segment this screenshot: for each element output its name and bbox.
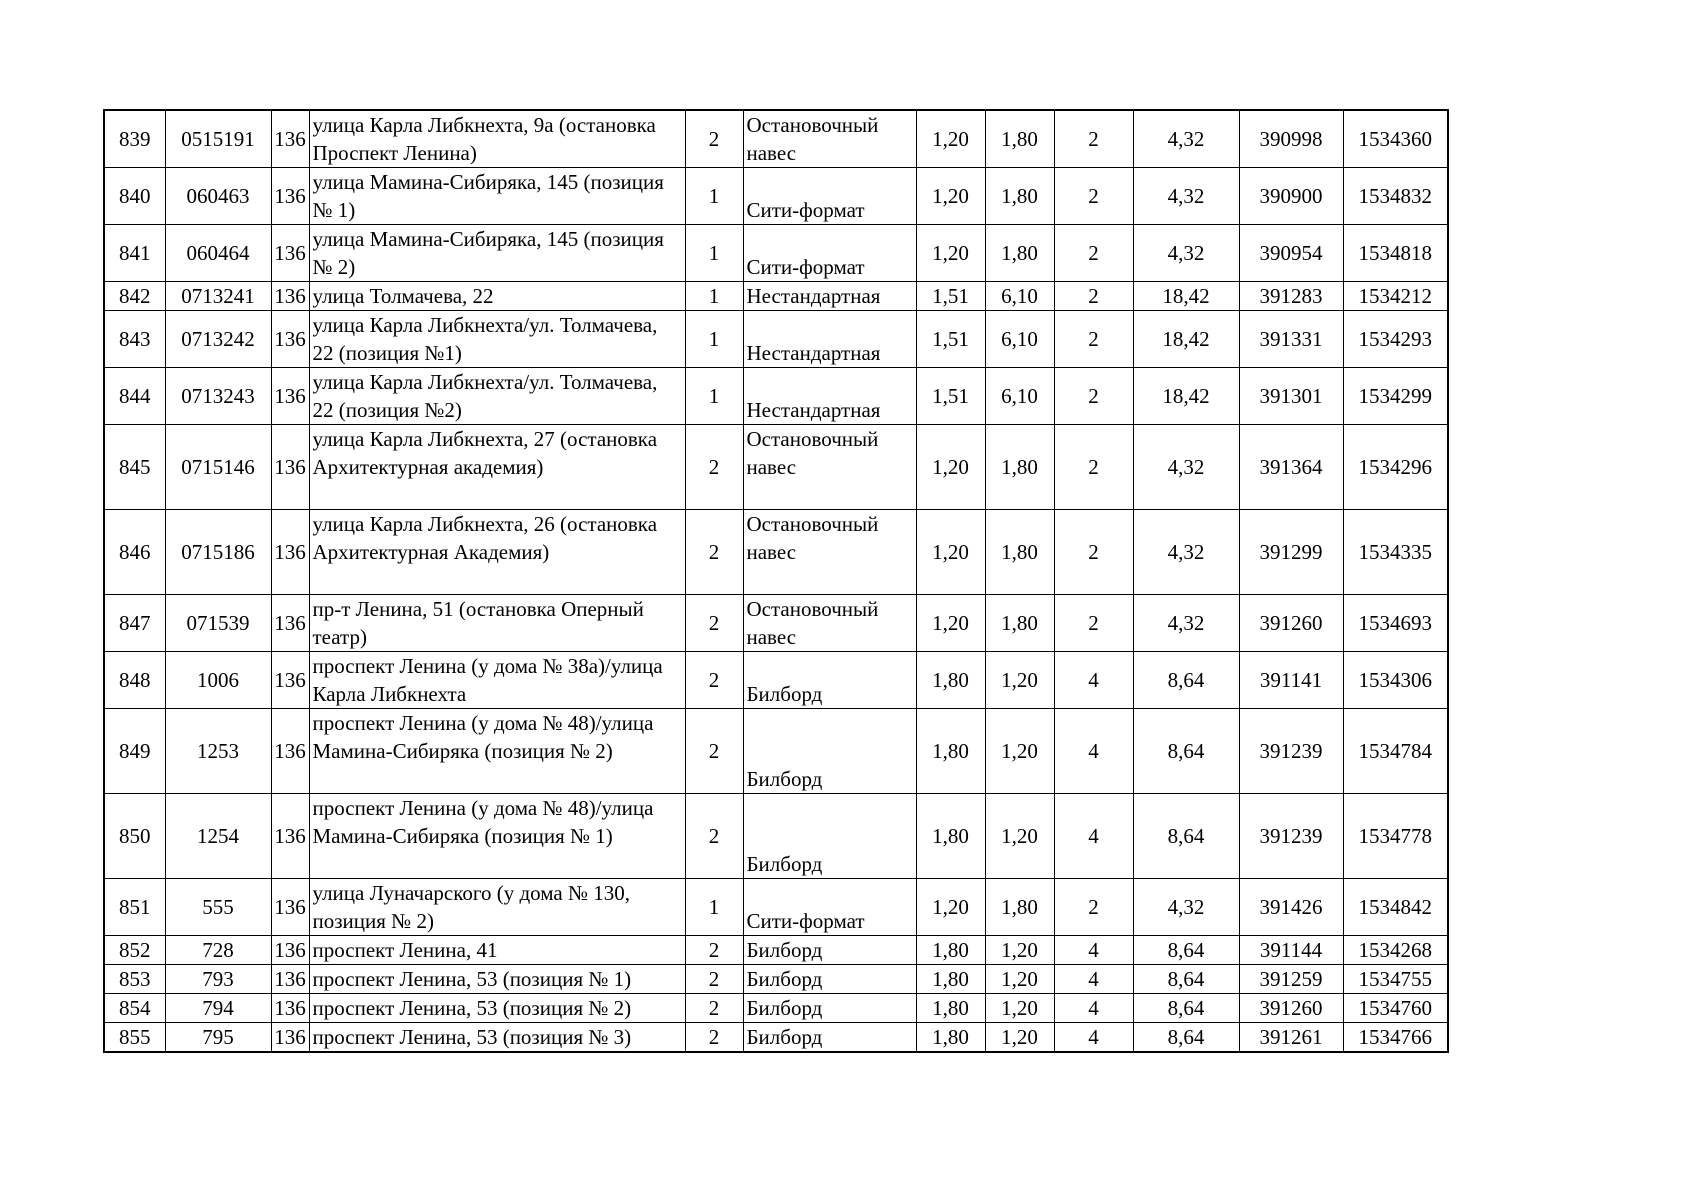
sides-count-cell: 2 [685, 936, 743, 965]
coordinate-x-cell: 391144 [1239, 936, 1343, 965]
table-row [104, 168, 1448, 225]
advertising-structures-table [103, 109, 1449, 1053]
coordinate-x-cell: 391283 [1239, 282, 1343, 311]
structure-id-cell: 793 [165, 965, 271, 994]
area-cell: 4,32 [1133, 595, 1239, 652]
address-cell: улица Толмачева, 22 [309, 282, 685, 311]
structure-type-cell: Сити-формат [743, 879, 916, 936]
height-cell: 1,20 [985, 994, 1054, 1023]
table-row [104, 368, 1448, 425]
structure-type-cell: Билборд [743, 709, 916, 794]
structure-id-cell: 1253 [165, 709, 271, 794]
row-number-cell: 849 [104, 709, 165, 794]
row-number-cell: 850 [104, 794, 165, 879]
table-row [104, 510, 1448, 595]
coordinate-x-cell: 391299 [1239, 510, 1343, 595]
height-cell: 1,80 [985, 595, 1054, 652]
row-number-cell: 844 [104, 368, 165, 425]
sides-count-cell: 2 [685, 794, 743, 879]
structure-type-cell: Билборд [743, 965, 916, 994]
coordinate-x-cell: 391301 [1239, 368, 1343, 425]
area-cell: 8,64 [1133, 1023, 1239, 1053]
sides-count-cell: 2 [685, 994, 743, 1023]
structure-id-cell: 0715146 [165, 425, 271, 510]
width-cell: 1,80 [916, 794, 985, 879]
area-cell: 8,64 [1133, 965, 1239, 994]
coordinate-x-cell: 390998 [1239, 110, 1343, 168]
width-cell: 1,51 [916, 282, 985, 311]
width-cell: 1,51 [916, 368, 985, 425]
width-cell: 1,80 [916, 709, 985, 794]
district-code-cell: 136 [271, 510, 309, 595]
sides-count-cell: 2 [685, 510, 743, 595]
sides-count-cell: 1 [685, 282, 743, 311]
height-cell: 1,20 [985, 652, 1054, 709]
area-cell: 18,42 [1133, 282, 1239, 311]
width-cell: 1,20 [916, 510, 985, 595]
structure-type-cell: Нестандартная [743, 368, 916, 425]
row-number-cell: 843 [104, 311, 165, 368]
height-cell: 6,10 [985, 311, 1054, 368]
coordinate-x-cell: 391260 [1239, 994, 1343, 1023]
address-cell: проспект Ленина, 41 [309, 936, 685, 965]
coordinate-y-cell: 1534268 [1343, 936, 1448, 965]
width-cell: 1,20 [916, 110, 985, 168]
coordinate-y-cell: 1534335 [1343, 510, 1448, 595]
district-code-cell: 136 [271, 965, 309, 994]
sides-count-cell: 1 [685, 168, 743, 225]
height-cell: 1,80 [985, 168, 1054, 225]
structure-id-cell: 0713241 [165, 282, 271, 311]
row-number-cell: 852 [104, 936, 165, 965]
district-code-cell: 136 [271, 794, 309, 879]
coordinate-y-cell: 1534778 [1343, 794, 1448, 879]
address-cell: проспект Ленина (у дома № 38а)/улица Карла Либкнехта [309, 652, 685, 709]
structure-type-cell: Билборд [743, 936, 916, 965]
coordinate-y-cell: 1534360 [1343, 110, 1448, 168]
width-cell: 1,80 [916, 652, 985, 709]
sides-count-cell: 2 [685, 425, 743, 510]
table-row [104, 652, 1448, 709]
table-row [104, 282, 1448, 311]
coordinate-x-cell: 391426 [1239, 879, 1343, 936]
row-number-cell: 854 [104, 994, 165, 1023]
surface-count-cell: 2 [1054, 595, 1133, 652]
sides-count-cell: 2 [685, 110, 743, 168]
district-code-cell: 136 [271, 879, 309, 936]
area-cell: 4,32 [1133, 425, 1239, 510]
address-cell: улица Карла Либкнехта/ул. Толмачева, 22 (позиция №1) [309, 311, 685, 368]
surface-count-cell: 2 [1054, 368, 1133, 425]
surface-count-cell: 2 [1054, 225, 1133, 282]
row-number-cell: 848 [104, 652, 165, 709]
height-cell: 1,20 [985, 794, 1054, 879]
surface-count-cell: 2 [1054, 879, 1133, 936]
width-cell: 1,80 [916, 965, 985, 994]
structure-type-cell: Билборд [743, 994, 916, 1023]
district-code-cell: 136 [271, 368, 309, 425]
structure-type-cell: Нестандартная [743, 311, 916, 368]
coordinate-x-cell: 391259 [1239, 965, 1343, 994]
address-cell: улица Карла Либкнехта, 26 (остановка Архитектурная Академия) [309, 510, 685, 595]
table-row [104, 879, 1448, 936]
area-cell: 8,64 [1133, 994, 1239, 1023]
coordinate-x-cell: 391331 [1239, 311, 1343, 368]
table-row [104, 225, 1448, 282]
address-cell: проспект Ленина (у дома № 48)/улица Мамина-Сибиряка (позиция № 2) [309, 709, 685, 794]
address-cell: улица Карла Либкнехта, 27 (остановка Архитектурная академия) [309, 425, 685, 510]
height-cell: 1,20 [985, 1023, 1054, 1053]
height-cell: 1,80 [985, 510, 1054, 595]
table-row [104, 1023, 1448, 1053]
height-cell: 6,10 [985, 368, 1054, 425]
structure-id-cell: 795 [165, 1023, 271, 1053]
address-cell: улица Мамина-Сибиряка, 145 (позиция № 2) [309, 225, 685, 282]
table-row [104, 709, 1448, 794]
coordinate-y-cell: 1534818 [1343, 225, 1448, 282]
address-cell: проспект Ленина, 53 (позиция № 2) [309, 994, 685, 1023]
height-cell: 1,80 [985, 225, 1054, 282]
structure-type-cell: Билборд [743, 794, 916, 879]
surface-count-cell: 2 [1054, 425, 1133, 510]
coordinate-y-cell: 1534299 [1343, 368, 1448, 425]
area-cell: 8,64 [1133, 794, 1239, 879]
width-cell: 1,80 [916, 994, 985, 1023]
table-row [104, 936, 1448, 965]
district-code-cell: 136 [271, 652, 309, 709]
sides-count-cell: 2 [685, 709, 743, 794]
district-code-cell: 136 [271, 110, 309, 168]
surface-count-cell: 2 [1054, 168, 1133, 225]
district-code-cell: 136 [271, 595, 309, 652]
row-number-cell: 845 [104, 425, 165, 510]
area-cell: 8,64 [1133, 936, 1239, 965]
width-cell: 1,51 [916, 311, 985, 368]
area-cell: 4,32 [1133, 110, 1239, 168]
area-cell: 4,32 [1133, 879, 1239, 936]
sides-count-cell: 2 [685, 965, 743, 994]
district-code-cell: 136 [271, 311, 309, 368]
district-code-cell: 136 [271, 936, 309, 965]
row-number-cell: 855 [104, 1023, 165, 1053]
structure-id-cell: 794 [165, 994, 271, 1023]
structure-type-cell: Нестандартная [743, 282, 916, 311]
surface-count-cell: 4 [1054, 936, 1133, 965]
surface-count-cell: 4 [1054, 794, 1133, 879]
table-row [104, 311, 1448, 368]
width-cell: 1,20 [916, 225, 985, 282]
address-cell: проспект Ленина, 53 (позиция № 3) [309, 1023, 685, 1053]
height-cell: 1,80 [985, 425, 1054, 510]
area-cell: 4,32 [1133, 168, 1239, 225]
coordinate-x-cell: 391239 [1239, 794, 1343, 879]
row-number-cell: 840 [104, 168, 165, 225]
address-cell: улица Луначарского (у дома № 130, позиция № 2) [309, 879, 685, 936]
table-row [104, 595, 1448, 652]
structure-type-cell: Билборд [743, 1023, 916, 1053]
structure-id-cell: 071539 [165, 595, 271, 652]
area-cell: 18,42 [1133, 368, 1239, 425]
structure-id-cell: 728 [165, 936, 271, 965]
structure-type-cell: Остановочный навес [743, 595, 916, 652]
structure-type-cell: Сити-формат [743, 225, 916, 282]
structure-id-cell: 060463 [165, 168, 271, 225]
sides-count-cell: 1 [685, 879, 743, 936]
structure-id-cell: 0515191 [165, 110, 271, 168]
district-code-cell: 136 [271, 994, 309, 1023]
area-cell: 8,64 [1133, 652, 1239, 709]
sides-count-cell: 1 [685, 225, 743, 282]
coordinate-y-cell: 1534766 [1343, 1023, 1448, 1053]
area-cell: 4,32 [1133, 510, 1239, 595]
coordinate-x-cell: 391260 [1239, 595, 1343, 652]
height-cell: 1,20 [985, 936, 1054, 965]
table-row [104, 794, 1448, 879]
sides-count-cell: 2 [685, 1023, 743, 1053]
structure-id-cell: 1254 [165, 794, 271, 879]
table-row [104, 425, 1448, 510]
row-number-cell: 846 [104, 510, 165, 595]
area-cell: 8,64 [1133, 709, 1239, 794]
row-number-cell: 847 [104, 595, 165, 652]
coordinate-y-cell: 1534212 [1343, 282, 1448, 311]
structure-type-cell: Билборд [743, 652, 916, 709]
surface-count-cell: 4 [1054, 965, 1133, 994]
coordinate-y-cell: 1534306 [1343, 652, 1448, 709]
structure-id-cell: 555 [165, 879, 271, 936]
width-cell: 1,20 [916, 425, 985, 510]
address-cell: улица Мамина-Сибиряка, 145 (позиция № 1) [309, 168, 685, 225]
coordinate-x-cell: 391261 [1239, 1023, 1343, 1053]
district-code-cell: 136 [271, 282, 309, 311]
structure-id-cell: 1006 [165, 652, 271, 709]
surface-count-cell: 4 [1054, 709, 1133, 794]
district-code-cell: 136 [271, 1023, 309, 1053]
width-cell: 1,20 [916, 595, 985, 652]
coordinate-y-cell: 1534293 [1343, 311, 1448, 368]
sides-count-cell: 1 [685, 311, 743, 368]
structure-type-cell: Остановочный навес [743, 425, 916, 510]
address-cell: пр-т Ленина, 51 (остановка Оперный театр) [309, 595, 685, 652]
coordinate-x-cell: 390900 [1239, 168, 1343, 225]
width-cell: 1,80 [916, 1023, 985, 1053]
coordinate-y-cell: 1534755 [1343, 965, 1448, 994]
row-number-cell: 842 [104, 282, 165, 311]
coordinate-x-cell: 390954 [1239, 225, 1343, 282]
height-cell: 6,10 [985, 282, 1054, 311]
surface-count-cell: 4 [1054, 994, 1133, 1023]
sides-count-cell: 2 [685, 595, 743, 652]
structure-id-cell: 060464 [165, 225, 271, 282]
height-cell: 1,80 [985, 879, 1054, 936]
area-cell: 4,32 [1133, 225, 1239, 282]
coordinate-y-cell: 1534296 [1343, 425, 1448, 510]
district-code-cell: 136 [271, 425, 309, 510]
width-cell: 1,20 [916, 879, 985, 936]
address-cell: улица Карла Либкнехта/ул. Толмачева, 22 (позиция №2) [309, 368, 685, 425]
height-cell: 1,20 [985, 965, 1054, 994]
surface-count-cell: 4 [1054, 1023, 1133, 1053]
coordinate-x-cell: 391141 [1239, 652, 1343, 709]
table-row [104, 965, 1448, 994]
sides-count-cell: 1 [685, 368, 743, 425]
width-cell: 1,20 [916, 168, 985, 225]
structure-type-cell: Остановочный навес [743, 110, 916, 168]
structure-id-cell: 0713242 [165, 311, 271, 368]
table-row [104, 994, 1448, 1023]
height-cell: 1,80 [985, 110, 1054, 168]
coordinate-y-cell: 1534784 [1343, 709, 1448, 794]
row-number-cell: 851 [104, 879, 165, 936]
surface-count-cell: 4 [1054, 652, 1133, 709]
structure-id-cell: 0715186 [165, 510, 271, 595]
sides-count-cell: 2 [685, 652, 743, 709]
row-number-cell: 853 [104, 965, 165, 994]
coordinate-y-cell: 1534693 [1343, 595, 1448, 652]
surface-count-cell: 2 [1054, 282, 1133, 311]
area-cell: 18,42 [1133, 311, 1239, 368]
table-body [104, 110, 1448, 1052]
coordinate-x-cell: 391364 [1239, 425, 1343, 510]
surface-count-cell: 2 [1054, 110, 1133, 168]
district-code-cell: 136 [271, 225, 309, 282]
height-cell: 1,20 [985, 709, 1054, 794]
coordinate-y-cell: 1534842 [1343, 879, 1448, 936]
address-cell: проспект Ленина (у дома № 48)/улица Мамина-Сибиряка (позиция № 1) [309, 794, 685, 879]
coordinate-y-cell: 1534760 [1343, 994, 1448, 1023]
structure-type-cell: Сити-формат [743, 168, 916, 225]
structure-id-cell: 0713243 [165, 368, 271, 425]
row-number-cell: 839 [104, 110, 165, 168]
width-cell: 1,80 [916, 936, 985, 965]
coordinate-y-cell: 1534832 [1343, 168, 1448, 225]
structure-type-cell: Остановочный навес [743, 510, 916, 595]
address-cell: проспект Ленина, 53 (позиция № 1) [309, 965, 685, 994]
surface-count-cell: 2 [1054, 311, 1133, 368]
row-number-cell: 841 [104, 225, 165, 282]
table-row [104, 110, 1448, 168]
address-cell: улица Карла Либкнехта, 9а (остановка Проспект Ленина) [309, 110, 685, 168]
district-code-cell: 136 [271, 709, 309, 794]
coordinate-x-cell: 391239 [1239, 709, 1343, 794]
surface-count-cell: 2 [1054, 510, 1133, 595]
district-code-cell: 136 [271, 168, 309, 225]
